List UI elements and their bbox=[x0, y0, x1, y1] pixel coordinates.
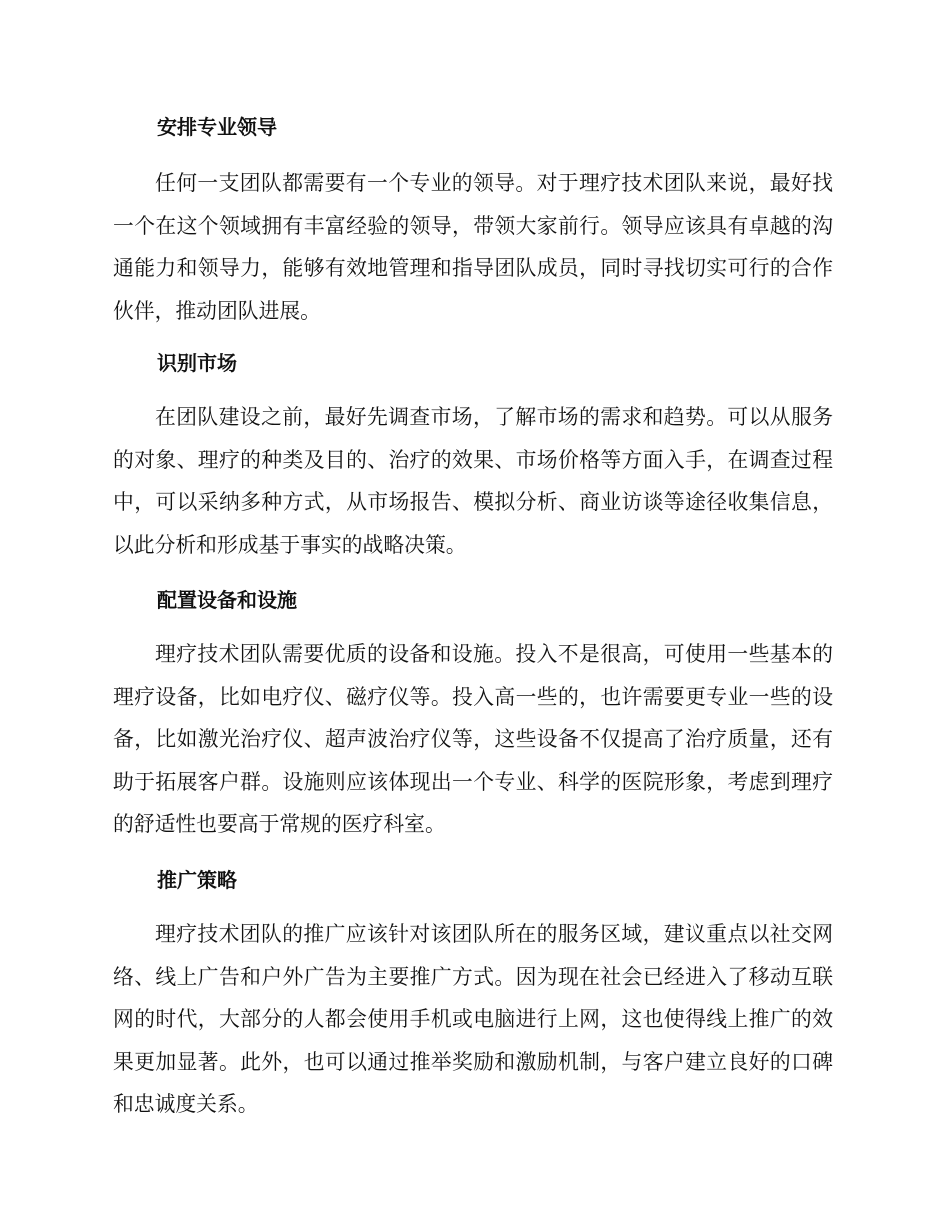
section-heading-market: 识别市场 bbox=[157, 351, 237, 375]
section-paragraph-promotion: 理疗技术团队的推广应该针对该团队所在的服务区域，建议重点以社交网络、线上广告和户外广告为主要推广方式。因为现在社会已经进入了移动互联网的时代，大部分的人都会使用手机或电脑进行上网，这也使得线上推广的效果更加显著。此外，也可以通过推举奖励和激励机制，与客户建立良好的口碑和忠诚度关系。 bbox=[113, 922, 833, 1116]
section-heading-leadership: 安排专业领导 bbox=[157, 115, 277, 139]
section-paragraph-leadership: 任何一支团队都需要有一个专业的领导。对于理疗技术团队来说，最好找一个在这个领域拥有丰富经验的领导，带领大家前行。领导应该具有卓越的沟通能力和领导力，能够有效地管理和指导团队成员，同时寻找切实可行的合作伙伴，推动团队进展。 bbox=[113, 171, 833, 323]
section-paragraph-market: 在团队建设之前，最好先调查市场，了解市场的需求和趋势。可以从服务的对象、理疗的种类及目的、治疗的效果、市场价格等方面入手，在调查过程中，可以采纳多种方式，从市场报告、模拟分析、商业访谈等途径收集信息，以此分析和形成基于事实的战略决策。 bbox=[113, 405, 833, 557]
section-heading-equipment: 配置设备和设施 bbox=[157, 588, 297, 612]
section-heading-promotion: 推广策略 bbox=[157, 868, 237, 892]
section-paragraph-equipment: 理疗技术团队需要优质的设备和设施。投入不是很高，可使用一些基本的理疗设备，比如电疗仪、磁疗仪等。投入高一些的，也许需要更专业一些的设备，比如激光治疗仪、超声波治疗仪等，这些设备不仅提高了治疗质量，还有助于拓展客户群。设施则应该体现出一个专业、科学的医院形象，考虑到理疗的舒适性也要高于常规的医疗科室。 bbox=[113, 642, 833, 836]
